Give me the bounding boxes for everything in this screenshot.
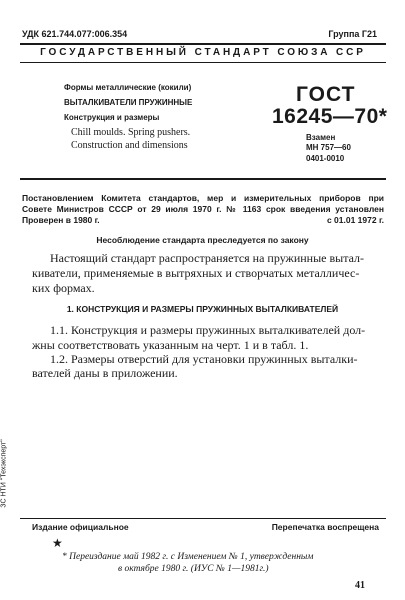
- banner-rule: [20, 62, 386, 63]
- page-number: 41: [355, 580, 365, 591]
- star-icon: ★: [52, 536, 63, 550]
- spine-watermark: ЗС НТИ "Техэксперт": [0, 439, 8, 508]
- effective-date: с 01.01 1972 г.: [326, 215, 384, 225]
- replaces-code-2: 0401-0010: [306, 154, 345, 163]
- top-rule: [20, 43, 386, 45]
- non-compliance-notice: Несоблюдение стандарта преследуется по закону: [96, 235, 309, 245]
- reissue-note-line-1: * Переиздание май 1982 г. с Изменением № 1, утвержденным: [62, 552, 314, 562]
- title-line-2: ВЫТАЛКИВАТЕЛИ ПРУЖИННЫЕ: [64, 98, 193, 107]
- title-line-1: Формы металлические (кокили): [64, 83, 192, 92]
- paragraph-1-2-line-2: вателей даны в приложении.: [32, 366, 178, 380]
- resolution-block: [22, 193, 384, 226]
- paragraph-1-2-line-1: 1.2. Размеры отверстий для установки пружинных выталки-: [50, 352, 358, 366]
- intro-line-3: ких формах.: [32, 281, 95, 295]
- title-english-1: Chill moulds. Spring pushers.: [71, 127, 191, 138]
- intro-line-1: Настоящий стандарт распространяется на пружинные вытал-: [50, 251, 365, 265]
- reissue-note-line-2: в октябре 1980 г. (ИУС № 1—1981г.): [118, 564, 269, 574]
- state-standard-banner: ГОСУДАРСТВЕННЫЙ СТАНДАРТ СОЮЗА ССР: [40, 47, 366, 58]
- group-code: Группа Г21: [328, 29, 377, 39]
- title-english-2: Construction and dimensions: [71, 140, 188, 151]
- footer-rule: [20, 518, 386, 519]
- verified-year: Проверен в 1980 г.: [22, 215, 100, 225]
- replaces-code-1: МН 757—60: [306, 143, 351, 152]
- gost-number: 16245—70*: [272, 105, 388, 128]
- paragraph-1-1-line-2: жны соответствовать указанным на черт. 1 и в табл. 1.: [32, 338, 309, 352]
- paragraph-1-1-line-1: 1.1. Конструкция и размеры пружинных выталкивателей дол-: [50, 323, 366, 337]
- gost-label: ГОСТ: [296, 83, 356, 106]
- title-line-3: Конструкция и размеры: [64, 113, 160, 122]
- udk-code: УДК 621.744.077:006.354: [22, 29, 128, 39]
- section-1-title: 1. КОНСТРУКЦИЯ И РАЗМЕРЫ ПРУЖИННЫХ ВЫТАЛКИВАТЕЛЕЙ: [66, 304, 339, 314]
- reprint-prohibited: Перепечатка воспрещена: [271, 522, 379, 532]
- resolution-line-2: Совете Министров СССР от 29 июля 1970 г. № 1163 срок введения установлен: [22, 204, 384, 214]
- replaces-label: Взамен: [306, 133, 336, 142]
- title-block-rule: [20, 178, 386, 180]
- official-edition: Издание официальное: [32, 522, 129, 532]
- resolution-line-3: [22, 215, 384, 226]
- resolution-line-1: Постановлением Комитета стандартов, мер и измерительных приборов при: [22, 193, 384, 203]
- intro-line-2: киватели, применяемые в вытряхных и створчатых металличес-: [32, 266, 360, 280]
